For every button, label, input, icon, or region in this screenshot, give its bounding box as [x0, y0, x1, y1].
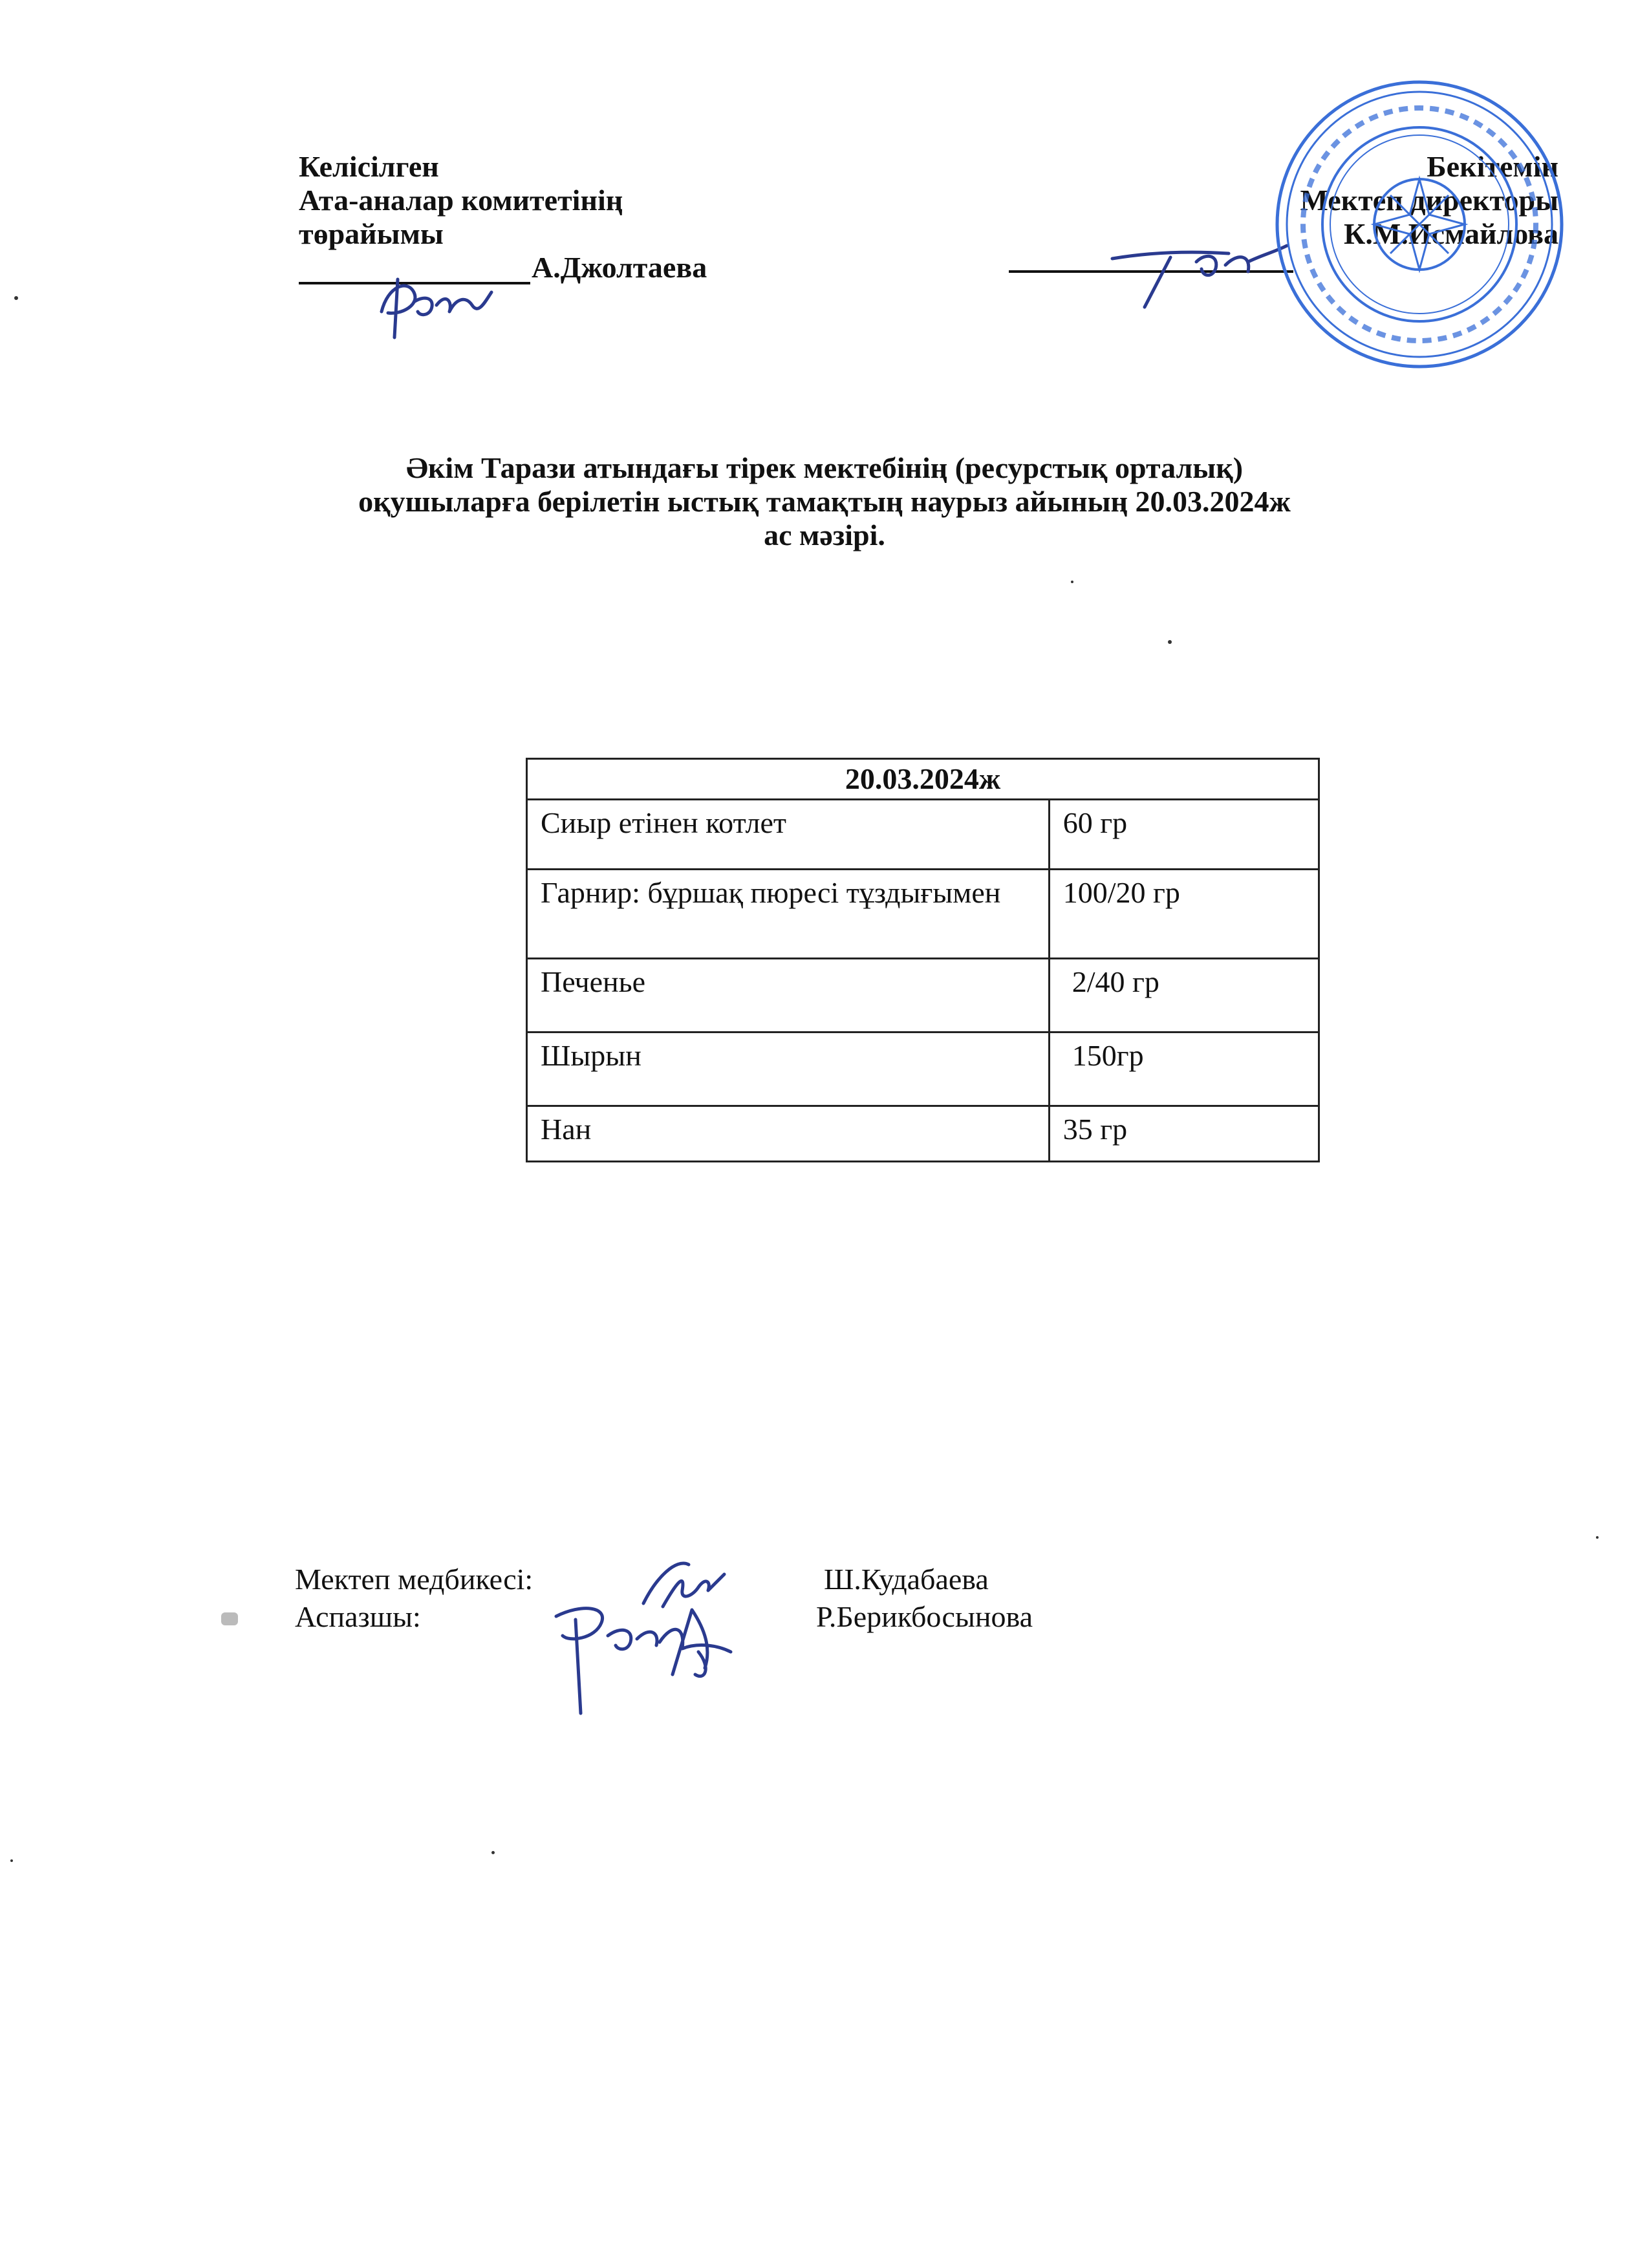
table-row	[527, 1032, 1319, 1106]
scan-speck	[1071, 581, 1073, 583]
approval-right-heading: Бекітемін	[1427, 150, 1558, 183]
menu-item-cell: Гарнир: бұршақ пюресі тұздығымен	[527, 870, 1050, 959]
signature-left-image	[362, 266, 511, 350]
approval-right-role: Мектеп директоры	[1300, 184, 1558, 217]
table-row	[527, 1106, 1319, 1162]
document-title	[194, 451, 1455, 552]
approval-left-heading: Келісілген	[299, 150, 439, 183]
menu-table	[526, 758, 1320, 1162]
title-line-1: Әкім Тарази атындағы тірек мектебінің (ресурстық орталық)	[405, 451, 1244, 484]
scan-speck	[491, 1851, 495, 1854]
approval-left-name: А.Джолтаева	[532, 251, 707, 284]
menu-table-header-row	[527, 759, 1319, 800]
table-row	[527, 800, 1319, 870]
table-row	[527, 870, 1319, 959]
approval-left-role-cont: төрайымы	[299, 217, 444, 250]
approval-left-role: Ата-аналар комитетінің	[299, 184, 623, 217]
scan-speck	[221, 1612, 238, 1625]
menu-item-cell: Нан	[527, 1106, 1050, 1162]
official-stamp-icon	[1267, 72, 1571, 376]
signature-right-image	[1099, 226, 1293, 310]
scan-speck	[1596, 1536, 1599, 1539]
signature-cook-image	[543, 1590, 750, 1720]
menu-amount-cell: 150гр	[1049, 1032, 1319, 1106]
scan-speck	[14, 296, 18, 300]
menu-amount-cell: 2/40 гр	[1049, 959, 1319, 1032]
menu-item-cell: Шырын	[527, 1032, 1050, 1106]
nurse-label: Мектеп медбикесі:	[295, 1563, 534, 1596]
menu-amount-cell: 100/20 гр	[1049, 870, 1319, 959]
scan-speck	[1168, 640, 1172, 644]
scan-speck	[10, 1859, 13, 1862]
title-line-3: ас мәзірі.	[764, 519, 885, 551]
approval-block-left	[299, 150, 707, 284]
table-row	[527, 959, 1319, 1032]
menu-amount-cell: 60 гр	[1049, 800, 1319, 870]
cook-label: Аспазшы:	[295, 1600, 421, 1633]
approval-right-name: К.М.Исмайлова	[1344, 217, 1558, 250]
menu-date-header: 20.03.2024ж	[527, 759, 1319, 800]
title-line-2: оқушыларға берілетін ыстық тамақтың наурыз айының 20.03.2024ж	[358, 485, 1291, 518]
menu-item-cell: Печенье	[527, 959, 1050, 1032]
menu-amount-cell: 35 гр	[1049, 1106, 1319, 1162]
cook-name: Р.Берикбосынова	[816, 1600, 1033, 1633]
nurse-name: Ш.Кудабаева	[824, 1563, 989, 1596]
menu-item-cell: Сиыр етінен котлет	[527, 800, 1050, 870]
